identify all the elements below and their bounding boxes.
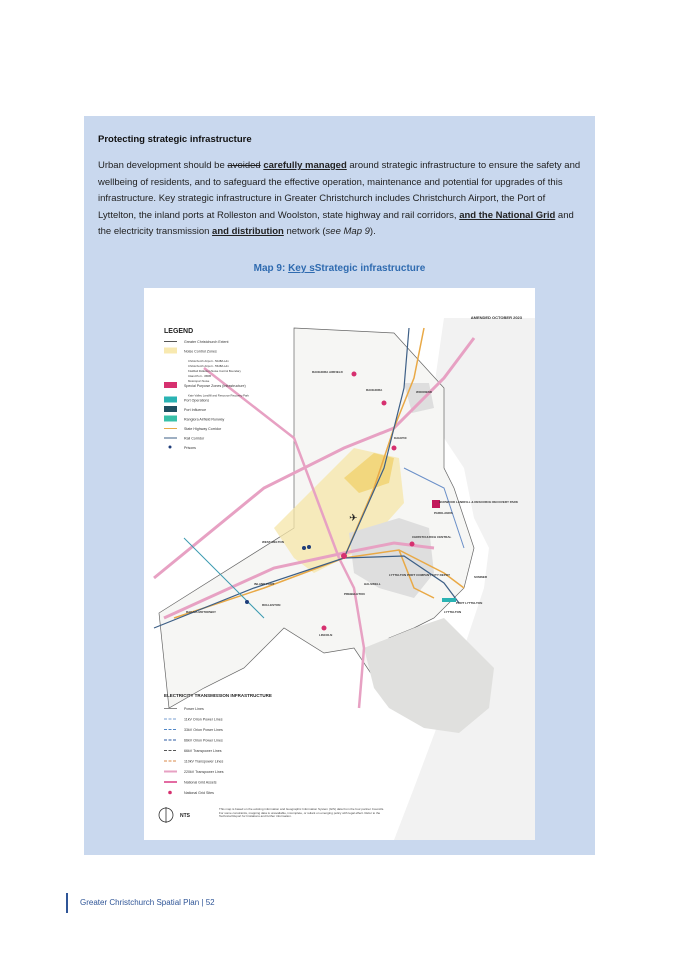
legend-item-label: KiwiRail Rolleston Noise Control Boundary [188, 369, 241, 373]
elec-title-line: ELECTRICITY TRANSMISSION INFRASTRUCTURE [164, 693, 272, 698]
map-caption [84, 263, 595, 274]
place-label: PORT LYTTELTON [456, 601, 483, 605]
nts-label: NTS [180, 813, 190, 819]
place-label: CHRISTCHURCH CENTRAL [412, 535, 452, 539]
prison-marker [302, 546, 306, 550]
caption-prefix: Map 9: [253, 263, 289, 274]
elec-item-label: 33kV Orion Power Lines [184, 728, 223, 732]
legend-swatch [164, 348, 177, 354]
inserted-text-3: and distribution [212, 226, 284, 237]
legend-item-label: Port Influence [184, 408, 207, 412]
caption-key-edit: Key s [288, 263, 315, 274]
legend-swatch [164, 406, 177, 412]
place-label: ROLLESTON [262, 603, 281, 607]
legend-item-label: Port Operations [184, 398, 210, 403]
legend-item-label: State Highway Corridor [184, 427, 222, 431]
legend-item-label: Inland Port - 45DB [188, 374, 212, 378]
grid-site-kaiapoi [392, 446, 397, 451]
legend-item-label: Rail Corridor [184, 436, 205, 441]
elec-item-label: 110kV Transpower Lines [184, 759, 224, 764]
legend-item-label: Prisons [184, 446, 196, 450]
legend-item-label: Greater Christchurch Extent [184, 340, 229, 344]
legend-swatch [164, 382, 177, 388]
elec-swatch [168, 791, 172, 795]
grid-site-airfield [352, 372, 357, 377]
body-paragraph [98, 158, 582, 241]
airport-icon: ✈ [349, 513, 358, 524]
legend-item-label: Motorsport Noise [188, 379, 210, 383]
elec-item-label: 66kV Orion Power Lines [184, 738, 223, 743]
prison-marker-2 [307, 545, 311, 549]
para-text-2: around strategic infrastructure to ensure the safety and wellbeing of residents, and to safeguard the effective operation, maintenance and potential for upgrades of this infrastructure. Key strategic infrastructure in Greater Christchurch includes Christchurch Airport, the Port of Lyttelton, the inland ports at Rolleston and Woolston, state highway and rail corridors, [98, 160, 581, 221]
legend-item-label: Special Purpose Zones (Infrastructure) [184, 384, 246, 388]
place-label: LYTTELTON [444, 610, 462, 614]
para-text-1: Urban development should be [98, 160, 228, 171]
struck-text: avoided [227, 160, 261, 171]
elec-item-label: 220kV Transpower Lines [184, 770, 224, 774]
grid-site-central [410, 542, 415, 547]
legend-item-label: Kate Valley Landfill and Resource Recovery Park [188, 393, 249, 398]
elec-item-label: National Grid Sites [184, 791, 214, 795]
place-label: BURWOOD LANDFILL & RESOURCE RECOVERY PARK [439, 500, 519, 504]
legend-swatch [164, 416, 177, 422]
port-operations [442, 598, 456, 602]
place-label: WEST MELTON [262, 540, 284, 544]
place-label: HALSWELL [364, 582, 381, 586]
prison-marker-3 [245, 600, 249, 604]
place-label: WOODEND [416, 390, 432, 394]
grid-site-islington [341, 553, 347, 559]
legend-swatch [164, 397, 177, 403]
map-graphic [144, 288, 535, 840]
inserted-text-2: and the National Grid [459, 209, 556, 221]
place-label: SUMNER [474, 575, 488, 579]
legend-item-label: Rangiora Airfield Runway [184, 417, 225, 422]
legend-item-label: Christchurch Airport - 55dBA Ldn [188, 364, 229, 368]
electricity-legend-title [164, 693, 272, 698]
legend-title: LEGEND [164, 328, 194, 335]
place-label: LYTTELTON PORT COMPANY CITY DEPOT [389, 573, 450, 577]
grid-site-lincoln [322, 626, 327, 631]
elec-item-label: Power Lines [184, 707, 204, 711]
place-label: LINCOLN [319, 633, 333, 637]
elec-item-label: 66kV Transpower Lines [184, 749, 222, 753]
amended-label: AMENDED OCTOBER 2023 [470, 315, 522, 320]
place-label: RAKAIA MOTORWAY [186, 610, 217, 614]
para-text-4: network ( [283, 226, 326, 237]
place-label: INLAND PORT [254, 582, 275, 586]
elec-item-label: National Grid Assets [184, 780, 217, 785]
para-text-5: ). [369, 226, 376, 237]
strategic-infrastructure-map [144, 288, 535, 840]
legend-item-label: Christchurch Airport - 50dBA Ldn [188, 359, 229, 363]
disclaimer-box [219, 808, 389, 832]
inserted-text-1: carefully managed [263, 160, 347, 171]
place-label: PREBBLETON [344, 592, 365, 596]
footer-bar [66, 893, 68, 913]
section-heading: Protecting strategic infrastructure [98, 134, 252, 145]
map-disclaimer: This map is based on the existing information and Geographic Information System (GIS) data from the four partner Councils. For some constraints, mapping data is unavailable, incomplete, or reliant on emerging policy with legal effect. Refer to the Technical Report for limitations and further information. [219, 808, 385, 819]
legend-swatch [169, 446, 172, 449]
see-map-reference: see Map 9 [325, 226, 370, 237]
place-label: RANGIORA [366, 388, 383, 392]
place-label: KAIAPOI [394, 436, 407, 440]
grid-site-rangiora [382, 401, 387, 406]
elec-item-label: 11kV Orion Power Lines [184, 717, 223, 722]
para-text-3: and the electricity transmission [98, 209, 574, 237]
caption-title: Strategic infrastructure [314, 263, 426, 274]
page-footer: Greater Christchurch Spatial Plan | 52 [80, 898, 215, 907]
place-label: RANGIORA AIRFIELD [312, 370, 343, 374]
legend-item-label: Noise Control Zones [184, 349, 217, 354]
place-label: PARKLANDS [434, 511, 453, 515]
